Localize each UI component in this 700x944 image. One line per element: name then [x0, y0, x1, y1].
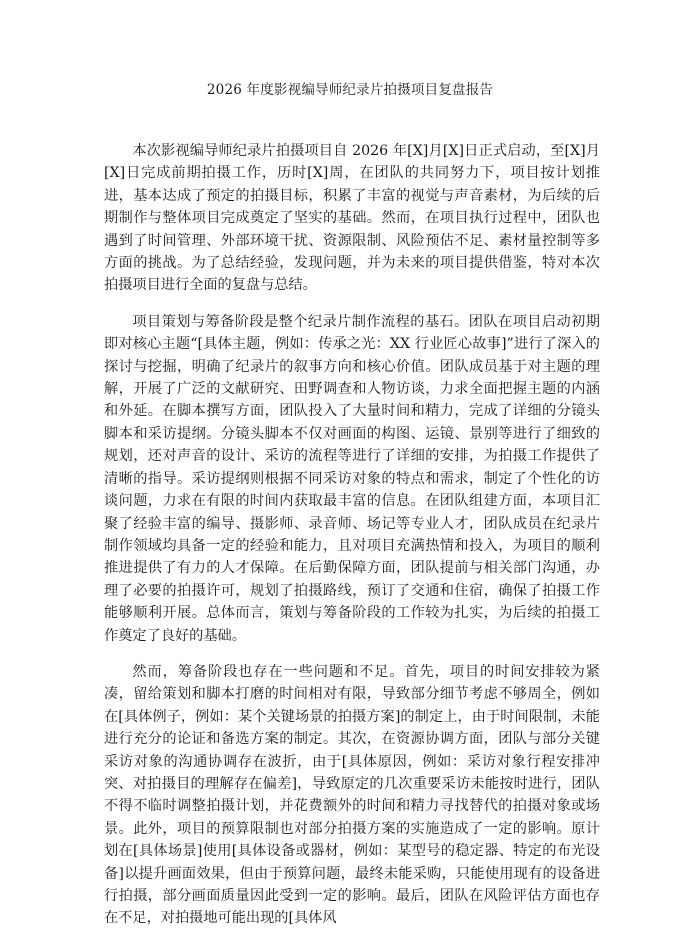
paragraph-issues: 然而，筹备阶段也存在一些问题和不足。首先，项目的时间安排较为紧凑，留给策划和脚本打磨的时间相对有限，导致部分细节考虑不够周全，例如在[具体例子，例如：某个关键场景的拍摄方案]的制定上，由于时间限制，未能进行充分的论证和备选方案的制定。其次，在资源协调方面，团队与部分关键采访对象的沟通协调存在波折，由于[具体原因，例如：采访对象行程安排冲突、对拍摄目的理解存在偏差]，导致原定的几次重要采访未能按时进行，团队不得不临时调整拍摄计划，并花费额外的时间和精力寻找替代的拍摄对象或场景。此外，项目的预算限制也对部分拍摄方案的实施造成了一定的影响。原计划在[具体场景]使用[具体设备或器材，例如：某型号的稳定器、特定的布光设备]以提升画面效果，但由于预算问题，最终未能采购，只能使用现有的设备进行拍摄，部分画面质量因此受到一定的影响。最后，团队在风险评估方面也存在不足，对拍摄地可能出现的[具体风: [104, 663, 600, 927]
paragraph-overview: 本次影视编导师纪录片拍摄项目自 2026 年[X]月[X]日正式启动，至[X]月[X]日完成前期拍摄工作，历时[X]周，在团队的共同努力下，项目按计划推进，基本达成了预定的拍摄目标，积累了丰富的视觉与声音素材，为后续的后期制作与整体项目完成奠定了坚实的基础。然而，在项目执行过程中，团队也遇到了时间管理、外部环境干扰、资源限制、风险预估不足、素材量控制等多方面的挑战。为了总结经验，发现问题，并为未来的项目提供借鉴，特对本次拍摄项目进行全面的复盘与总结。: [104, 143, 600, 294]
paragraph-planning: 项目策划与筹备阶段是整个纪录片制作流程的基石。团队在项目启动初期即对核心主题“[具体主题，例如：传承之光：XX 行业匠心故事]”进行了深入的探讨与挖掘，明确了纪录片的叙事方向和核心价值。团队成员基于对主题的理解，开展了广泛的文献研究、田野调查和人物访谈，力求全面把握主题的内涵和外延。在脚本撰写方面，团队投入了大量时间和精力，完成了详细的分镜头脚本和采访提纲。分镜头脚本不仅对画面的构图、运镜、景别等进行了细致的规划，还对声音的设计、采访的流程等进行了详细的安排，为拍摄工作提供了清晰的指导。采访提纲则根据不同采访对象的特点和需求，制定了个性化的访谈问题，力求在有限的时间内获取最丰富的信息。在团队组建方面，本项目汇聚了经验丰富的编导、摄影师、录音师、场记等专业人才，团队成员在纪录片制作领域均具备一定的经验和能力，且对项目充满热情和投入，为项目的顺利推进提供了有力的人才保障。在后勤保障方面，团队提前与相关部门沟通，办理了必要的拍摄许可，规划了拍摄路线，预订了交通和住宿，确保了拍摄工作能够顺利开展。总体而言，策划与筹备阶段的工作较为扎实，为后续的拍摄工作奠定了良好的基础。: [104, 313, 600, 644]
document-title: 2026 年度影视编导师纪录片拍摄项目复盘报告: [206, 82, 494, 98]
document-body: [104, 140, 600, 944]
